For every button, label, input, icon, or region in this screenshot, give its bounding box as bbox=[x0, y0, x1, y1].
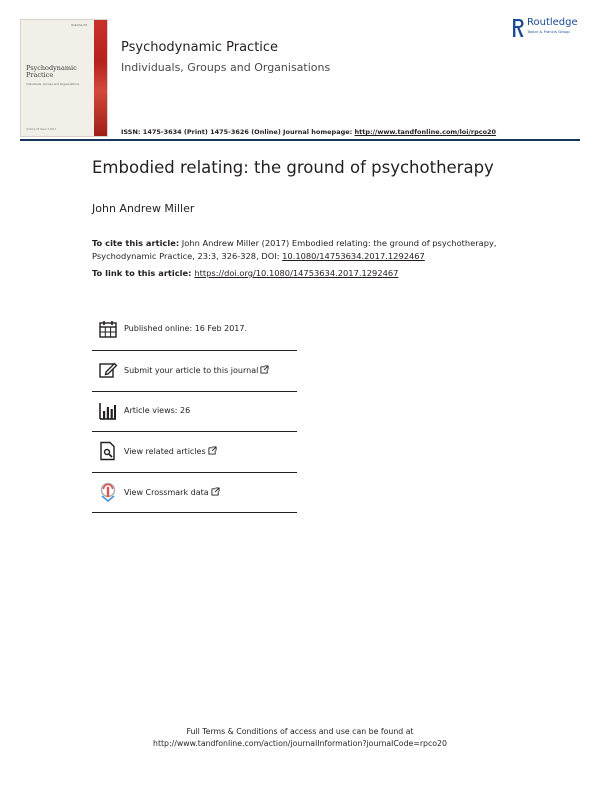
link-label: To link to this article: bbox=[92, 268, 195, 278]
external-link-icon bbox=[260, 365, 269, 374]
cite-text: John Andrew Miller (2017) Embodied relating: the ground of psychotherapy, Psychodynamic Practice, 23:3, 326-328, DOI: bbox=[92, 238, 497, 261]
article-title: Embodied relating: the ground of psychotherapy bbox=[92, 158, 494, 177]
related-articles-link[interactable]: View related articles bbox=[124, 447, 206, 456]
crossmark-link[interactable]: View Crossmark data bbox=[124, 488, 209, 497]
footer-url[interactable]: http://www.tandfonline.com/action/journalInformation?journalCode=rpco20 bbox=[153, 739, 447, 748]
article-views-row bbox=[92, 392, 297, 432]
article-url-link[interactable]: https://doi.org/10.1080/14753634.2017.1292467 bbox=[194, 268, 399, 278]
external-link-icon bbox=[211, 487, 220, 496]
footer-terms-text: Full Terms & Conditions of access and use can be found at bbox=[186, 727, 414, 736]
journal-title: Psychodynamic Practice bbox=[121, 40, 279, 55]
submit-article-link[interactable]: Submit your article to this journal bbox=[124, 366, 259, 375]
footer bbox=[0, 726, 600, 750]
article-views-text: Article views: 26 bbox=[124, 406, 191, 415]
crossmark-row[interactable] bbox=[92, 473, 297, 513]
publisher-name: Routledge bbox=[527, 17, 578, 28]
citation-block bbox=[92, 237, 532, 262]
published-row bbox=[92, 310, 297, 350]
doi-link[interactable]: 10.1080/14753634.2017.1292467 bbox=[282, 250, 425, 261]
article-link-line bbox=[92, 268, 398, 278]
cite-label: To cite this article: bbox=[92, 238, 180, 248]
crossmark-icon bbox=[98, 482, 118, 502]
header-divider bbox=[20, 139, 580, 141]
issn-line bbox=[121, 128, 496, 136]
publisher-tagline: Taylor & Francis Group bbox=[527, 29, 570, 34]
cover-subtitle: Individuals, Groups and Organisations bbox=[26, 82, 80, 86]
cover-red-band bbox=[94, 20, 107, 137]
submit-article-row[interactable] bbox=[92, 351, 297, 391]
journal-homepage-link[interactable]: http://www.tandfonline.com/loi/rpco20 bbox=[354, 128, 497, 136]
calendar-icon bbox=[98, 319, 118, 339]
journal-subtitle: Individuals, Groups and Organisations bbox=[121, 61, 331, 74]
bar-chart-icon bbox=[98, 401, 118, 421]
cover-issue-text: Volume 23 Issue 3 2017 bbox=[26, 128, 57, 131]
issn-text: ISSN: 1475-3634 (Print) 1475-3626 (Online) Journal homepage: bbox=[121, 128, 355, 136]
routledge-logo bbox=[511, 17, 587, 43]
row-divider bbox=[92, 512, 297, 513]
article-author: John Andrew Miller bbox=[92, 202, 195, 215]
external-link-icon bbox=[208, 446, 217, 455]
cover-volume-text: Volume 23 bbox=[71, 23, 87, 27]
related-articles-row[interactable] bbox=[92, 432, 297, 472]
document-search-icon bbox=[98, 441, 118, 461]
edit-icon bbox=[98, 360, 118, 380]
routledge-r-icon bbox=[511, 17, 525, 39]
published-date-text: Published online: 16 Feb 2017. bbox=[124, 324, 248, 333]
journal-cover-thumbnail[interactable] bbox=[20, 19, 108, 137]
cover-title: Psychodynamic Practice bbox=[26, 64, 77, 79]
